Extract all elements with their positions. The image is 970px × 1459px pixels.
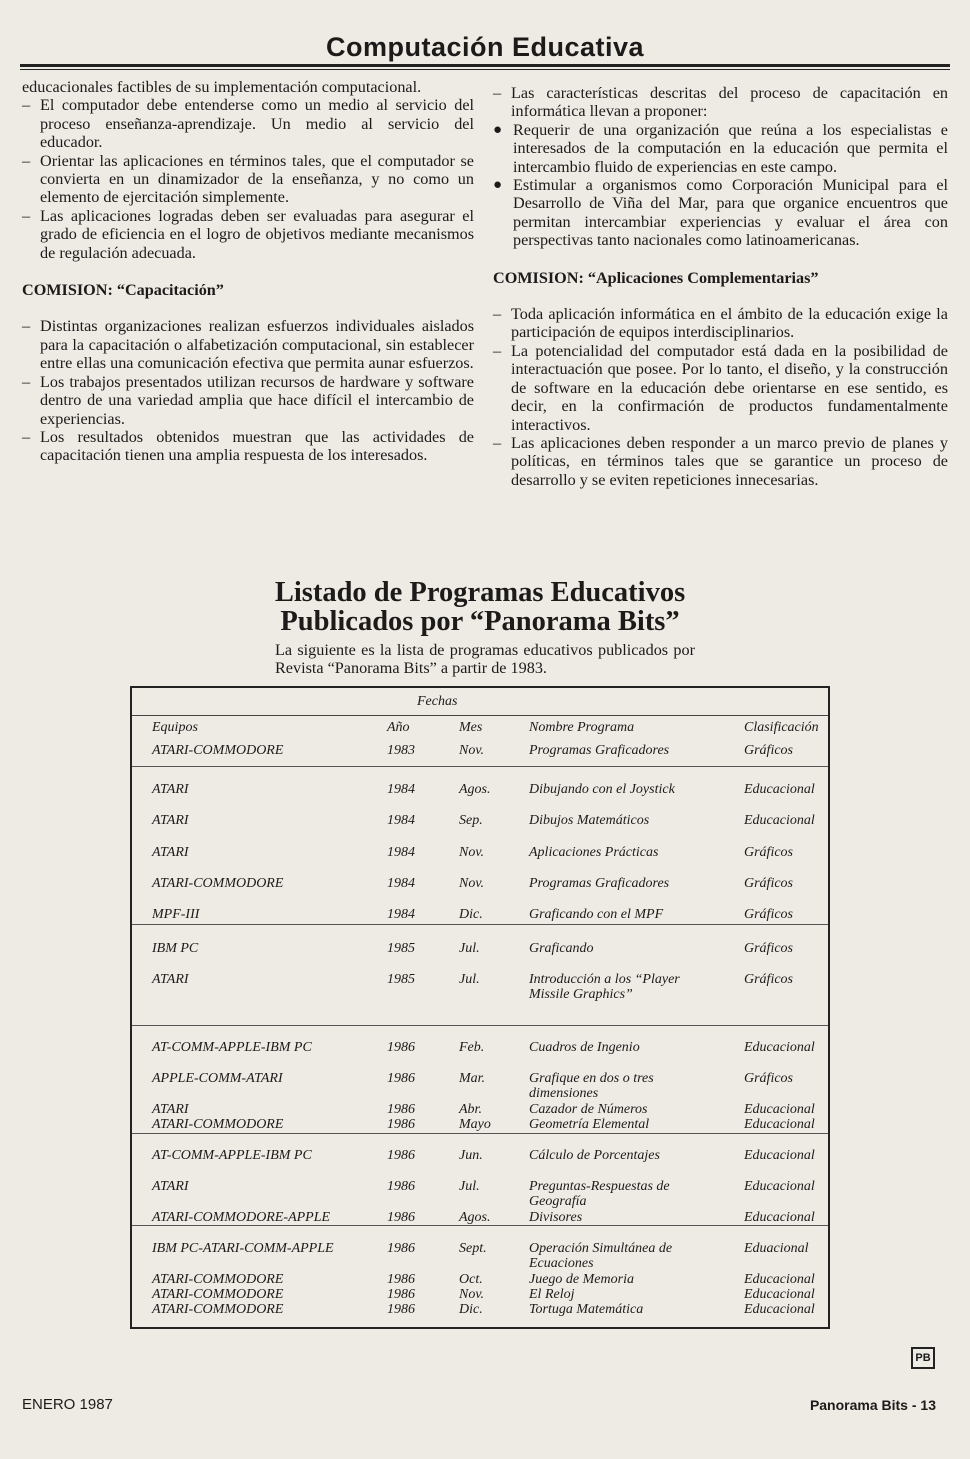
cell-ano: 1986 [387,1148,415,1163]
listado-title-line1: Listado de Programas Educativos [274,577,686,608]
cell-ano: 1986 [387,1102,415,1117]
cell-mes: Abr. [459,1102,482,1117]
cell-mes: Jul. [459,1179,480,1194]
cell-nombre: Cálculo de Porcentajes [529,1148,660,1163]
section-heading-aplicaciones: COMISION: “Aplicaciones Complementarias” [493,268,819,287]
cell-ano: 1985 [387,972,415,987]
cell-nombre: Cazador de Números [529,1102,648,1117]
cell-equipos: IBM PC [152,941,199,956]
cell-nombre: Geometría Elemental [529,1117,650,1132]
cell-equipos: APPLE-COMM-ATARI [152,1071,283,1086]
cell-nombre: Cuadros de Ingenio [529,1040,640,1055]
bullet-item: ● Estimular a organismos como Corporación Municipal para el Desarrollo de Viña del Mar, para que organice encuentros que permitan intercambiar experiencias y evaluar el área con perspectivas tanto nacionales como latinoamericanas. [493,176,948,250]
cell-clasificacion: Gráficos [744,876,793,891]
cell-ano: 1986 [387,1287,415,1302]
cell-mes: Jul. [459,972,480,987]
cell-ano: 1986 [387,1179,415,1194]
cell-mes: Jun. [459,1148,483,1163]
cell-clasificacion: Educacional [744,1148,815,1163]
cell-mes: Agos. [459,1210,491,1225]
cell-ano: 1984 [387,813,415,828]
cell-mes: Nov. [459,876,485,891]
cell-clasificacion: Gráficos [744,743,793,758]
right-item: – Las aplicaciones deben responder a un marco previo de planes y políticas, en términos tales que se garantice un proceso de desarrollo y se eviten repeticiones innecesarias. [493,433,948,489]
cell-nombre: Graficando [529,941,594,956]
panorama-bits-logo: PB [911,1347,935,1369]
left-intro: educacionales factibles de su implementación computacional. [22,78,422,96]
header-rule [20,64,950,67]
cell-mes: Nov. [459,743,485,758]
left-item: – Los trabajos presentados utilizan recursos de hardware y software dentro de una variedad amplia que hace difícil el intercambio de experiencias. [22,372,474,428]
cell-mes: Mar. [459,1071,486,1086]
cell-equipos: AT-COMM-APPLE-IBM PC [152,1040,312,1055]
cell-clasificacion: Gráficos [744,941,793,956]
cell-nombre: Tortuga Matemática [529,1302,644,1317]
cell-mes: Jul. [459,941,480,956]
cell-equipos: ATARI [152,1102,189,1117]
cell-mes: Nov. [459,845,485,860]
section-heading-capacitacion: COMISION: “Capacitación” [22,281,224,300]
cell-mes: Feb. [459,1040,485,1055]
cell-mes: Mayo [459,1117,491,1132]
cell-ano: 1984 [387,876,415,891]
table-divider [132,1133,828,1134]
cell-equipos: ATARI-COMMODORE [152,1287,284,1302]
cell-equipos: ATARI-COMMODORE [152,876,284,891]
cell-equipos: ATARI-COMMODORE [152,1272,284,1287]
cell-nombre: Juego de Memoria [529,1272,634,1287]
cell-nombre: Dibujando con el Joystick [529,782,675,797]
cell-ano: 1983 [387,743,415,758]
cell-clasificacion: Educacional [744,1287,815,1302]
cell-mes: Nov. [459,1287,485,1302]
cell-equipos: ATARI-COMMODORE-APPLE [152,1210,331,1225]
table-group-header: Fechas [417,694,458,709]
cell-clasificacion: Gráficos [744,972,793,987]
left-column [22,78,474,465]
cell-clasificacion: Educacional [744,813,815,828]
cell-mes: Agos. [459,782,491,797]
cell-mes: Dic. [459,907,483,922]
cell-nombre: Introducción a los “Player Missile Graphics” [529,972,680,1002]
table-divider [132,1225,828,1226]
cell-nombre: Aplicaciones Prácticas [529,845,659,860]
cell-ano: 1986 [387,1302,415,1317]
cell-nombre: Divisores [529,1210,583,1225]
right-item: – Las características descritas del proceso de capacitación en informática llevan a proponer: [493,84,948,121]
cell-ano: 1984 [387,907,415,922]
cell-mes: Sep. [459,813,483,828]
table-divider [132,766,828,767]
cell-ano: 1986 [387,1272,415,1287]
cell-ano: 1986 [387,1117,415,1132]
header-nombre: Nombre Programa [529,720,635,735]
cell-equipos: AT-COMM-APPLE-IBM PC [152,1148,312,1163]
right-item: – La potencialidad del computador está dada en la posibilidad de interactuación que posee. Por lo tanto, el diseño, y la construcción de software en la educación debe orientarse en ese sentido, es decir, en la confirmación de productos fundamentalmente interactivos. [493,341,948,434]
cell-equipos: ATARI [152,1179,189,1194]
cell-ano: 1984 [387,845,415,860]
cell-ano: 1986 [387,1071,415,1086]
header-mes: Mes [459,720,483,735]
listado-title-line2: Publicados por “Panorama Bits” [280,606,680,637]
left-item: – Los resultados obtenidos muestran que las actividades de capacitación tienen una amplia respuesta de los interesados. [22,427,474,465]
right-column [493,84,948,489]
footer-date: ENERO 1987 [22,1396,113,1413]
cell-clasificacion: Gráficos [744,907,793,922]
cell-equipos: ATARI-COMMODORE [152,1117,284,1132]
cell-clasificacion: Educacional [744,1302,815,1317]
cell-equipos: ATARI [152,845,189,860]
cell-clasificacion: Educacional [744,782,815,797]
cell-equipos: MPF-III [152,907,200,922]
cell-mes: Oct. [459,1272,483,1287]
listado-intro: La siguiente es la lista de programas educativos publicados por Revista “Panorama Bits” a partir de 1983. [275,641,695,677]
cell-clasificacion: Educacional [744,1040,815,1055]
programs-table [130,686,830,1329]
cell-clasificacion: Eduacional [744,1241,809,1256]
table-divider [132,1025,828,1026]
cell-nombre: Programas Graficadores [529,876,670,891]
table-header-divider [132,715,828,716]
listado-title [180,578,780,636]
cell-clasificacion: Educacional [744,1117,815,1132]
bullet-item: ● Requerir de una organización que reúna a los especialistas e interesados de la computación en la educación que permita el intercambio fluido de experiencias en este campo. [493,120,948,176]
left-item: – El computador debe entenderse como un medio al servicio del proceso enseñanza-aprendizaje. Un medio al servicio del educador. [22,96,474,152]
cell-ano: 1986 [387,1241,415,1256]
cell-ano: 1986 [387,1040,415,1055]
cell-mes: Dic. [459,1302,483,1317]
cell-equipos: ATARI-COMMODORE [152,1302,284,1317]
cell-nombre: Grafique en dos o tres dimensiones [529,1071,654,1101]
cell-clasificacion: Gráficos [744,845,793,860]
cell-clasificacion: Educacional [744,1210,815,1225]
table-divider [132,924,828,925]
header-rule-thin [20,69,950,70]
cell-mes: Sept. [459,1241,487,1256]
cell-nombre: Graficando con el MPF [529,907,664,922]
cell-clasificacion: Gráficos [744,1071,793,1086]
cell-equipos: ATARI [152,782,189,797]
left-item: – Las aplicaciones logradas deben ser evaluadas para asegurar el grado de eficiencia en el logro de objetivos mediante mecanismos de regulación adecuada. [22,206,474,262]
cell-clasificacion: Educacional [744,1179,815,1194]
header-clasificacion: Clasificación [744,720,819,735]
cell-ano: 1986 [387,1210,415,1225]
cell-equipos: ATARI-COMMODORE [152,743,284,758]
cell-nombre: Dibujos Matemáticos [529,813,650,828]
cell-equipos: ATARI [152,813,189,828]
left-item: – Distintas organizaciones realizan esfuerzos individuales aislados para la capacitación o alfabetización computacional, sin establecer entre ellas una comunicación efectiva que permita aunar esfuerzos. [22,317,474,373]
cell-clasificacion: Educacional [744,1102,815,1117]
left-item: – Orientar las aplicaciones en términos tales, que el computador se convierta en un dinamizador de la enseñanza, y no como un elemento de ejercitación simplemente. [22,151,474,207]
cell-ano: 1985 [387,941,415,956]
cell-nombre: Operación Simultánea de Ecuaciones [529,1241,673,1271]
cell-ano: 1984 [387,782,415,797]
header-ano: Año [387,720,410,735]
cell-equipos: ATARI [152,972,189,987]
cell-clasificacion: Educacional [744,1272,815,1287]
header-equipos: Equipos [152,720,198,735]
right-item: – Toda aplicación informática en el ámbito de la educación exige la participación de equipos interdisciplinarios. [493,305,948,342]
footer-page-number: Panorama Bits - 13 [809,1397,936,1413]
cell-nombre: Preguntas-Respuestas de Geografía [529,1179,670,1209]
cell-nombre: Programas Graficadores [529,743,670,758]
page-header-title: Computación Educativa [325,32,645,62]
cell-nombre: El Reloj [529,1287,575,1302]
cell-equipos: IBM PC-ATARI-COMM-APPLE [152,1241,334,1256]
